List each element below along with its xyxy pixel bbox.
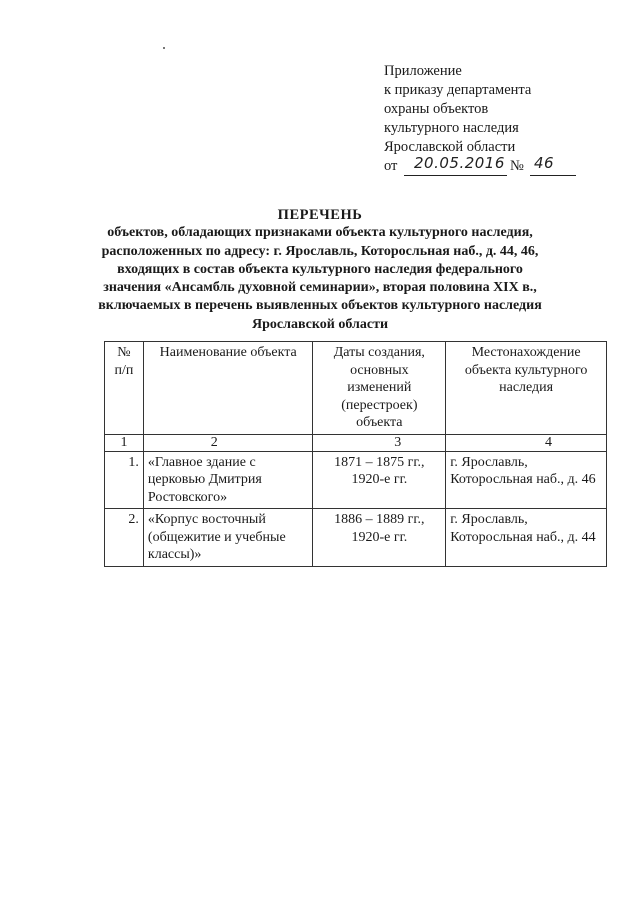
column-number: 4 [446,434,607,451]
object-name-line: церковью Дмитрия [147,472,262,487]
date-underline [404,175,507,176]
header-num [105,342,144,435]
object-name-line: «Корпус восточный [147,512,266,527]
object-dates-line: 1871 – 1875 гг., [334,454,425,470]
object-location [446,451,607,509]
header-dates-line: основных [350,362,409,378]
scan-speck [163,47,165,49]
object-name [143,509,313,567]
object-name-line: «Главное здание с [147,454,256,470]
title-line: входящих в состав объекта культурного наследия федерального [117,261,523,277]
object-location-line: Которосльная наб., д. 44 [450,529,596,545]
header-dates-line: объекта [356,415,403,430]
header-location-line: объекта культурного [464,362,588,378]
title-line: значения «Ансамбль духовной семинарии», вторая половина XIX в., [103,280,537,296]
appendix-line: охраны объектов [384,101,489,117]
header-dates-line: (перестроек) [341,397,418,413]
object-location-line: г. Ярославль, [450,454,528,470]
object-name-line: классы)» [147,547,202,562]
object-dates-line: 1920-е гг. [351,529,408,545]
appendix-line: Ярославской области [384,139,516,155]
order-number: 46 [534,154,555,172]
table-row [105,509,607,567]
header-location-line: наследия [499,380,554,395]
title-heading: ПЕРЕЧЕНЬ [277,207,363,223]
appendix-line: Приложение [384,63,462,79]
object-name [143,451,313,509]
object-location [446,509,607,567]
row-number: 1. [105,451,144,509]
objects-table [104,341,607,567]
object-name-line: Ростовского» [147,489,228,505]
column-number: 1 [105,434,144,451]
object-dates-line: 1886 – 1889 гг., [334,512,425,527]
header-num-line: № [117,345,131,360]
column-number: 2 [143,434,313,451]
column-number-row [105,434,607,451]
header-location [446,342,607,435]
document-title [95,206,545,334]
header-dates-line: Даты создания, [333,345,425,360]
appendix-line: культурного наследия [384,120,519,136]
header-dates [313,342,446,435]
title-line: расположенных по адресу: г. Ярославль, Которосльная наб., д. 44, 46, [101,243,539,259]
object-dates [313,509,446,567]
header-location-line: Местонахождение [471,345,581,360]
header-num-line: п/п [114,362,134,378]
appendix-line: к приказу департамента [384,82,532,98]
table-row [105,451,607,509]
order-reference [384,154,614,179]
number-underline [530,175,576,176]
object-name-line: (общежитие и учебные [147,529,286,545]
title-line: включаемых в перечень выявленных объектов культурного наследия [98,298,542,314]
appendix-block [384,62,614,179]
table-header-row [105,342,607,435]
object-location-line: Которосльная наб., д. 46 [450,472,596,487]
object-dates-line: 1920-е гг. [351,472,408,487]
order-date: 20.05.2016 [414,154,505,172]
header-name-line: Наименование объекта [159,345,297,360]
header-dates-line: изменений [347,380,412,395]
row-number: 2. [105,509,144,567]
order-number-label: № [510,158,524,174]
order-from-label: от [384,158,398,174]
column-number: 3 [313,434,446,451]
title-line: Ярославской области [251,316,389,332]
object-dates [313,451,446,509]
object-location-line: г. Ярославль, [450,512,528,527]
header-name [143,342,313,435]
title-line: объектов, обладающих признаками объекта культурного наследия, [107,225,533,241]
